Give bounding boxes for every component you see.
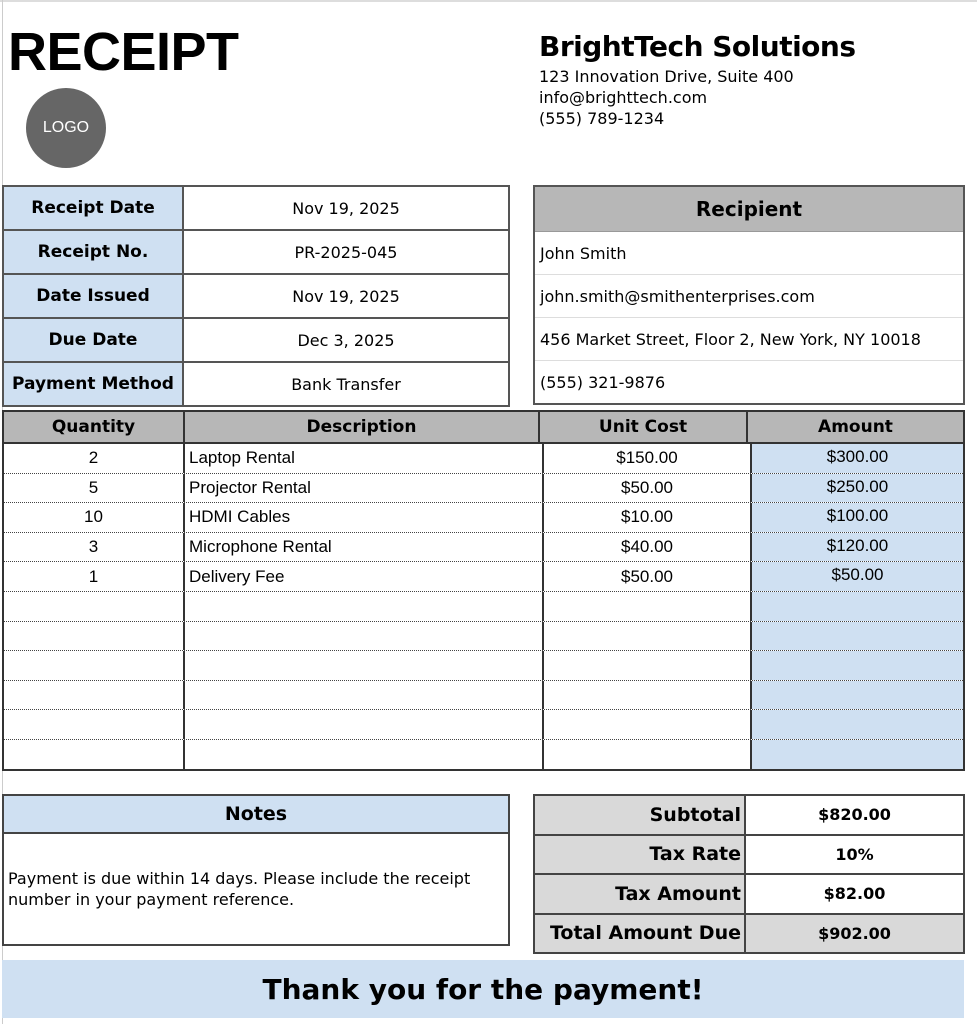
table-row (4, 503, 963, 533)
item-description[interactable] (185, 710, 544, 739)
item-description[interactable]: Projector Rental (185, 474, 544, 503)
item-quantity[interactable] (4, 740, 185, 769)
company-address: 123 Innovation Drive, Suite 400 (539, 67, 794, 86)
header-unit-cost: Unit Cost (540, 412, 748, 442)
table-row (4, 533, 963, 563)
item-description[interactable] (185, 651, 544, 680)
item-quantity[interactable] (4, 681, 185, 710)
notes-heading: Notes (4, 796, 508, 834)
item-amount[interactable] (752, 651, 963, 680)
info-label: Due Date (4, 319, 184, 361)
info-label: Receipt Date (4, 187, 184, 229)
item-amount[interactable]: $50.00 (752, 562, 963, 591)
header-quantity: Quantity (4, 412, 185, 442)
item-amount[interactable] (752, 622, 963, 651)
receipt-title: RECEIPT (8, 22, 239, 82)
item-unit-cost[interactable]: $50.00 (544, 474, 752, 503)
receipt-info-table (2, 185, 510, 407)
item-unit-cost[interactable]: $10.00 (544, 503, 752, 532)
recipient-name[interactable]: John Smith (535, 232, 963, 275)
totals-value: $902.00 (746, 915, 963, 953)
info-row-payment-method (4, 363, 508, 407)
info-value[interactable]: Dec 3, 2025 (297, 330, 395, 350)
table-row (4, 651, 963, 681)
info-label: Payment Method (4, 363, 184, 405)
item-quantity[interactable] (4, 710, 185, 739)
info-value[interactable]: Nov 19, 2025 (292, 198, 400, 218)
info-row-date-issued (4, 275, 508, 319)
totals-label: Tax Rate (535, 836, 746, 874)
info-value[interactable]: PR-2025-045 (294, 242, 398, 262)
info-row-receipt-no (4, 231, 508, 275)
item-description[interactable]: Laptop Rental (185, 444, 544, 473)
items-table (2, 410, 965, 771)
item-unit-cost[interactable] (544, 681, 752, 710)
info-value[interactable]: Bank Transfer (291, 374, 401, 394)
item-quantity[interactable]: 3 (4, 533, 185, 562)
item-amount[interactable] (752, 592, 963, 621)
totals-row-tax-rate (535, 836, 963, 876)
item-unit-cost[interactable]: $150.00 (544, 444, 752, 473)
item-description[interactable]: HDMI Cables (185, 503, 544, 532)
info-value[interactable]: Nov 19, 2025 (292, 286, 400, 306)
info-label: Receipt No. (4, 231, 184, 273)
recipient-heading: Recipient (535, 187, 963, 232)
item-unit-cost[interactable] (544, 710, 752, 739)
table-row (4, 710, 963, 740)
recipient-box (533, 185, 965, 405)
item-quantity[interactable]: 1 (4, 562, 185, 591)
header-amount: Amount (818, 417, 893, 437)
table-row (4, 622, 963, 652)
totals-row-total-due (535, 915, 963, 953)
item-quantity[interactable]: 5 (4, 474, 185, 503)
totals-box (533, 794, 965, 954)
totals-row-tax-amount (535, 875, 963, 915)
item-unit-cost[interactable] (544, 592, 752, 621)
company-contact (539, 66, 794, 129)
company-name: BrightTech Solutions (539, 30, 856, 63)
totals-label: Total Amount Due (535, 915, 746, 953)
info-row-receipt-date (4, 187, 508, 231)
logo: LOGO (26, 88, 106, 168)
item-unit-cost[interactable] (544, 651, 752, 680)
item-amount[interactable] (752, 710, 963, 739)
notes-text[interactable]: Payment is due within 14 days. Please include the receipt number in your payment reference. (8, 869, 471, 909)
company-phone: (555) 789-1234 (539, 109, 665, 128)
item-amount[interactable] (752, 740, 963, 769)
item-quantity[interactable] (4, 651, 185, 680)
item-description[interactable]: Microphone Rental (185, 533, 544, 562)
item-unit-cost[interactable]: $40.00 (544, 533, 752, 562)
header-description: Description (185, 412, 540, 442)
item-amount[interactable] (752, 681, 963, 710)
item-description[interactable]: Delivery Fee (185, 562, 544, 591)
table-row (4, 740, 963, 769)
item-quantity[interactable]: 2 (4, 444, 185, 473)
item-description[interactable] (185, 622, 544, 651)
totals-value: $820.00 (818, 805, 891, 825)
totals-label: Subtotal (535, 796, 746, 834)
table-row (4, 562, 963, 592)
info-label: Date Issued (4, 275, 184, 317)
item-unit-cost[interactable] (544, 622, 752, 651)
recipient-email[interactable]: john.smith@smithenterprises.com (535, 275, 963, 318)
item-rows (4, 444, 963, 769)
info-row-due-date (4, 319, 508, 363)
item-unit-cost[interactable] (544, 740, 752, 769)
item-unit-cost[interactable]: $50.00 (544, 562, 752, 591)
items-header (4, 412, 963, 444)
item-quantity[interactable] (4, 622, 185, 651)
table-row (4, 474, 963, 504)
company-email: info@brighttech.com (539, 88, 708, 107)
item-amount[interactable]: $250.00 (752, 474, 963, 503)
item-description[interactable] (185, 740, 544, 769)
totals-value[interactable]: 10% (835, 844, 874, 864)
top-border (0, 0, 977, 2)
notes-box (2, 794, 510, 946)
totals-row-subtotal (535, 796, 963, 836)
table-row (4, 592, 963, 622)
item-amount[interactable]: $120.00 (752, 533, 963, 562)
recipient-phone[interactable]: (555) 321-9876 (540, 372, 666, 392)
thank-you-banner: Thank you for the payment! (2, 960, 964, 1018)
totals-label: Tax Amount (535, 875, 746, 913)
table-row (4, 681, 963, 711)
totals-value: $82.00 (823, 884, 886, 904)
item-quantity[interactable] (4, 592, 185, 621)
item-description[interactable] (185, 681, 544, 710)
table-row (4, 444, 963, 474)
item-amount[interactable]: $300.00 (752, 444, 963, 473)
item-amount[interactable]: $100.00 (752, 503, 963, 532)
item-description[interactable] (185, 592, 544, 621)
recipient-address[interactable]: 456 Market Street, Floor 2, New York, NY 10018 (535, 318, 963, 361)
item-quantity[interactable]: 10 (4, 503, 185, 532)
